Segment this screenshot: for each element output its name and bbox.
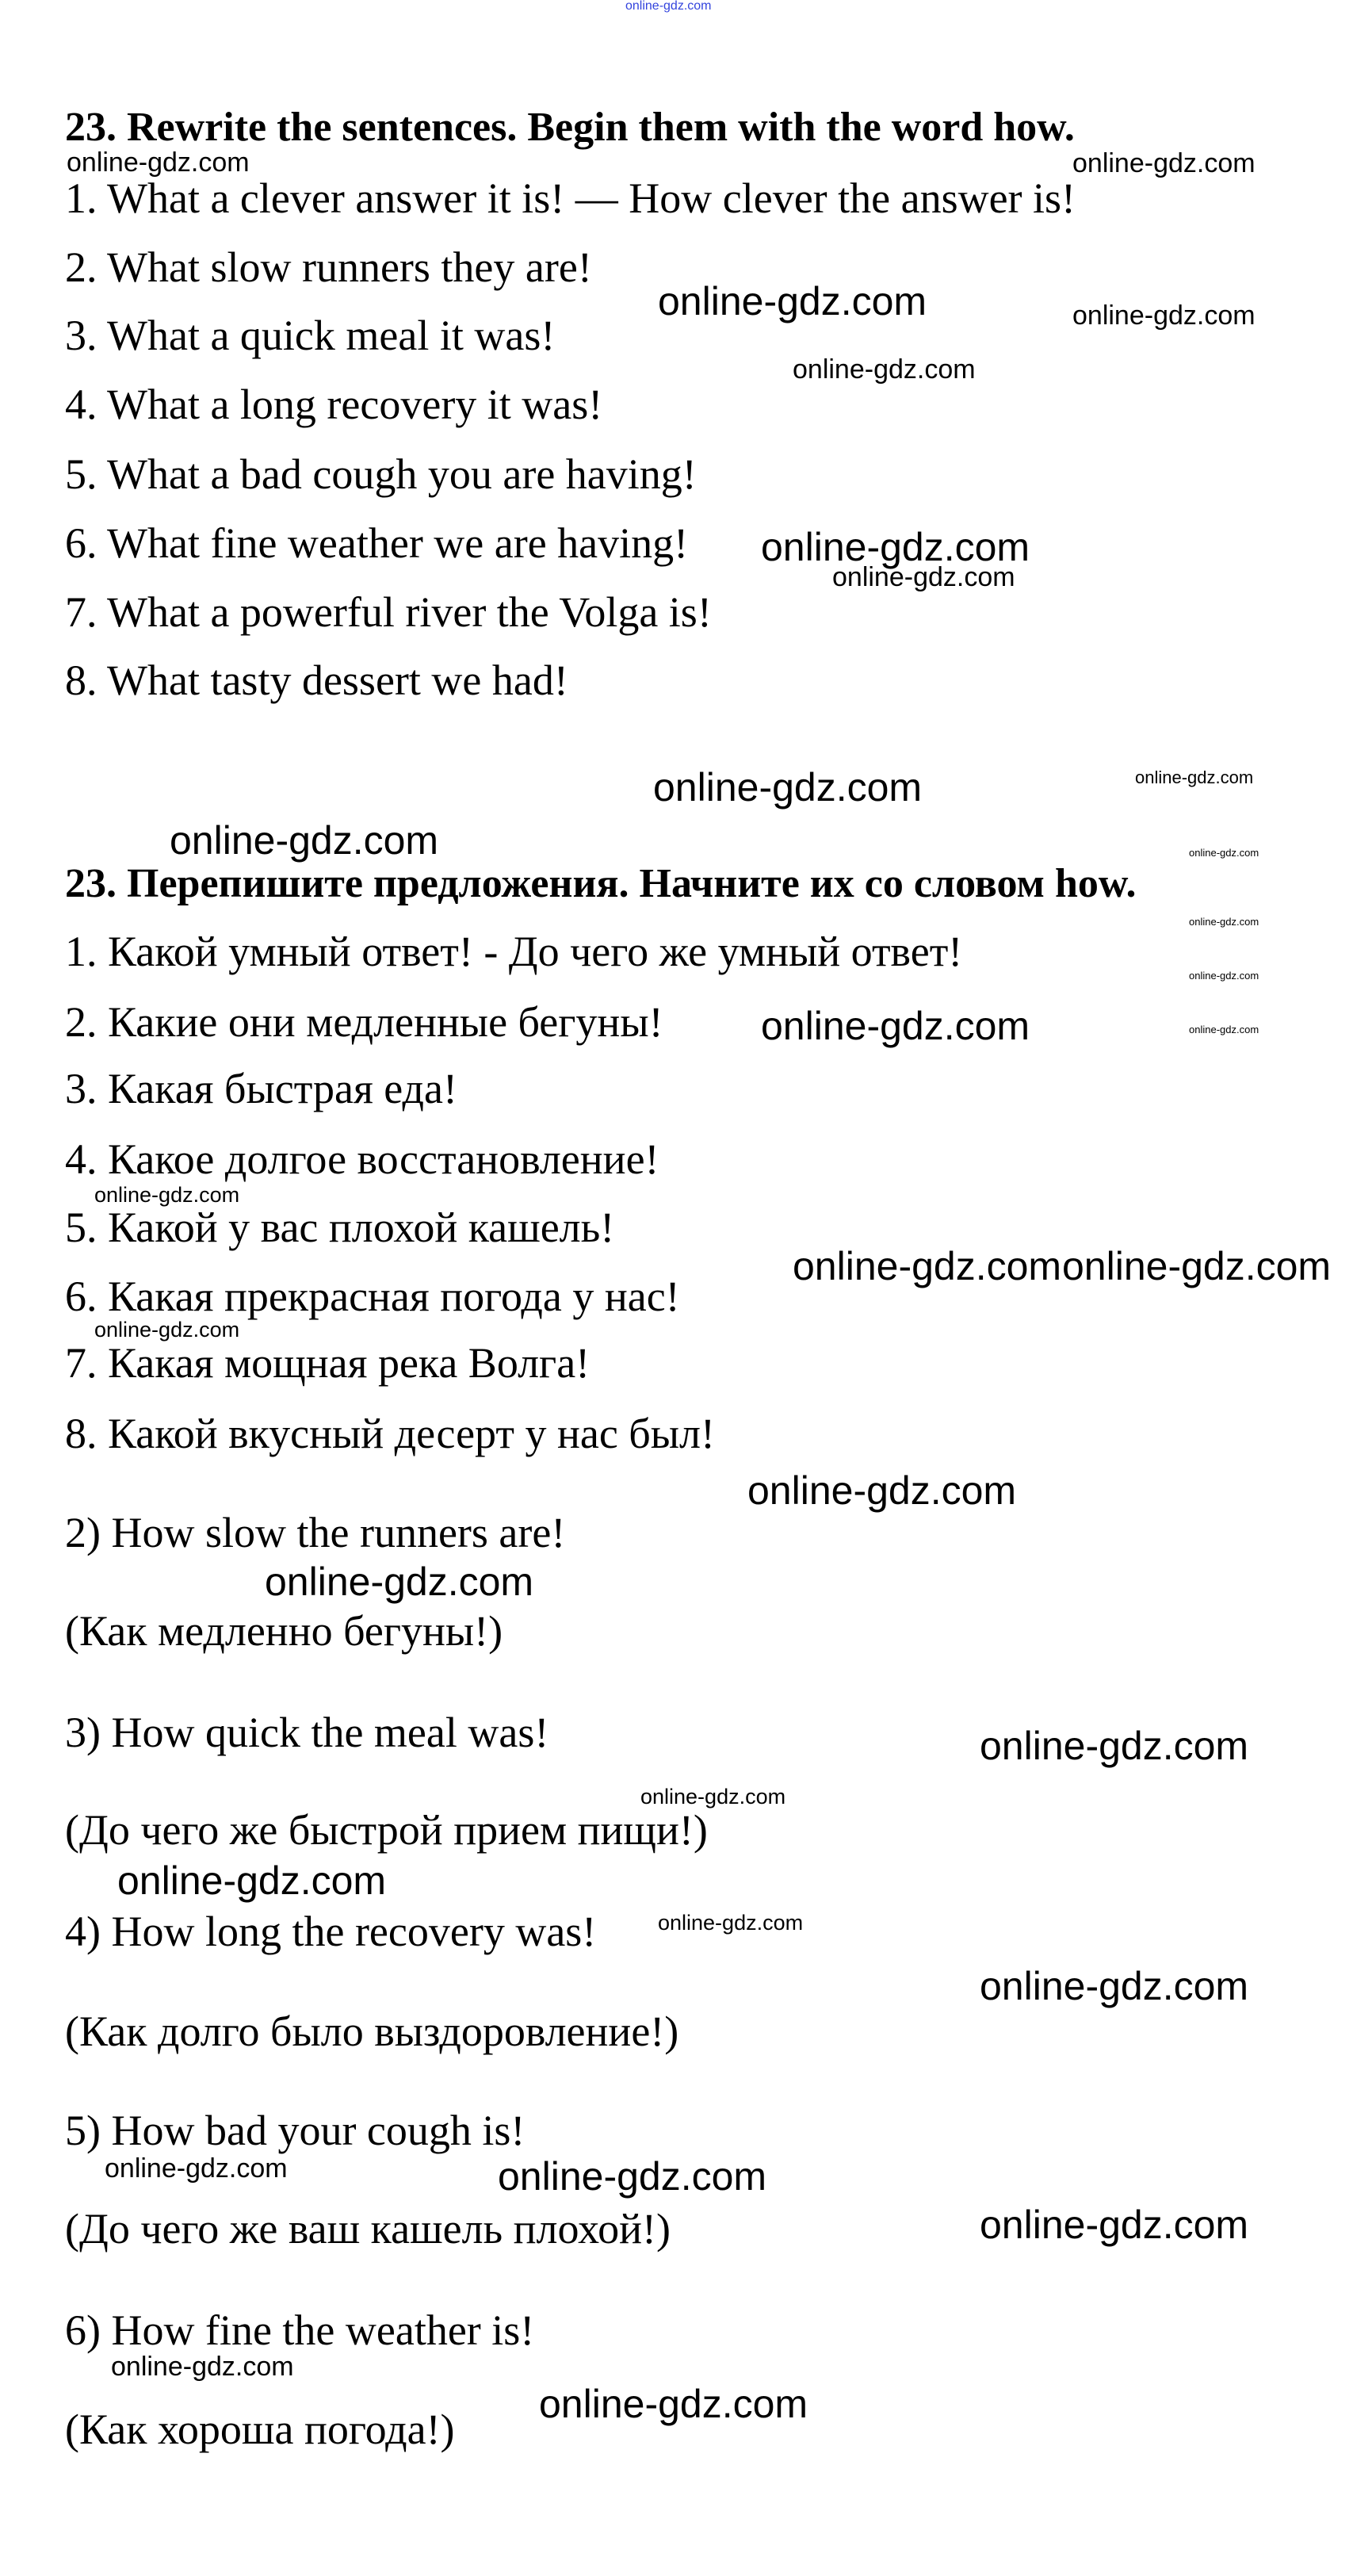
- answer-line: 4) How long the recovery was!: [65, 1908, 597, 1955]
- sentence-english: 6. What fine weather we are having!: [65, 519, 689, 567]
- sentence-english: 2. What slow runners they are!: [65, 243, 592, 291]
- sentence-russian: 8. Какой вкусный десерт у нас был!: [65, 1410, 715, 1457]
- watermark: online-gdz.com: [1072, 300, 1256, 331]
- watermark: online-gdz.com: [117, 1858, 387, 1903]
- sentence-english: 1. What a clever answer it is! — How clever the answer is!: [65, 174, 1076, 222]
- watermark: online-gdz.com: [111, 2352, 294, 2382]
- answer-line: 5) How bad your cough is!: [65, 2107, 526, 2154]
- top-watermark: online-gdz.com: [625, 0, 712, 13]
- watermark: online-gdz.com: [498, 2154, 767, 2199]
- watermark: online-gdz.com: [94, 1183, 240, 1207]
- watermark: online-gdz.com: [980, 1964, 1249, 2008]
- watermark: online-gdz.com: [539, 2382, 808, 2426]
- sentence-russian: 3. Какая быстрая еда!: [65, 1065, 457, 1112]
- watermark: online-gdz.com: [94, 1318, 240, 1342]
- sentence-russian: 7. Какая мощная река Волга!: [65, 1339, 591, 1387]
- sentence-english: 4. What a long recovery it was!: [65, 381, 603, 428]
- watermark: online-gdz.com: [67, 147, 250, 178]
- exercise-heading-english: 23. Rewrite the sentences. Begin them with the word how.: [65, 105, 1075, 150]
- sentence-russian: 6. Какая прекрасная погода у нас!: [65, 1273, 680, 1320]
- watermark: online-gdz.com: [761, 1004, 1030, 1048]
- sentence-english: 8. What tasty dessert we had!: [65, 656, 568, 704]
- sentence-english: 3. What a quick meal it was!: [65, 312, 556, 359]
- watermark: online-gdz.com: [170, 818, 439, 863]
- sentence-russian: 1. Какой умный ответ! - До чего же умный ответ!: [65, 928, 963, 975]
- watermark: online-gdz.com: [1072, 148, 1256, 178]
- sentence-russian: 4. Какое долгое восстановление!: [65, 1135, 659, 1183]
- watermark: online-gdz.com: [265, 1560, 534, 1604]
- watermark: online-gdz.com: [747, 1468, 1017, 1513]
- watermark: online-gdz.com: [793, 1244, 1062, 1288]
- answer-line: 3) How quick the meal was!: [65, 1709, 549, 1756]
- watermark: online-gdz.com: [980, 2203, 1249, 2247]
- watermark: online-gdz.com: [1135, 767, 1254, 787]
- watermark: online-gdz.com: [105, 2153, 288, 2184]
- watermark: online-gdz.com: [793, 354, 976, 385]
- exercise-heading-russian: 23. Перепишите предложения. Начните их со словом how.: [65, 861, 1137, 906]
- answer-line: (Как хороша погода!): [65, 2406, 455, 2453]
- answer-line: (Как медленно бегуны!): [65, 1607, 503, 1655]
- watermark: online-gdz.com: [640, 1785, 786, 1809]
- sentence-english: 7. What a powerful river the Volga is!: [65, 588, 712, 636]
- watermark: online-gdz.com: [761, 525, 1030, 569]
- answer-line: (Как долго было выздоровление!): [65, 2008, 679, 2055]
- sentence-english: 5. What a bad cough you are having!: [65, 450, 697, 498]
- answer-line: (До чего же быстрой прием пищи!): [65, 1806, 708, 1854]
- watermark: online-gdz.com: [1189, 1024, 1259, 1035]
- answer-line: (До чего же ваш кашель плохой!): [65, 2205, 671, 2253]
- watermark: online-gdz.com: [832, 562, 1015, 592]
- sentence-russian: 2. Какие они медленные бегуны!: [65, 998, 663, 1046]
- watermark: online-gdz.com: [1189, 847, 1259, 859]
- watermark: online-gdz.com: [980, 1724, 1249, 1768]
- watermark: online-gdz.com: [1062, 1244, 1332, 1288]
- watermark: online-gdz.com: [653, 765, 923, 810]
- watermark: online-gdz.com: [658, 279, 927, 323]
- watermark: online-gdz.com: [1189, 916, 1259, 928]
- watermark: online-gdz.com: [658, 1911, 804, 1935]
- watermark: online-gdz.com: [1189, 970, 1259, 982]
- answer-line: 6) How fine the weather is!: [65, 2306, 535, 2354]
- sentence-russian: 5. Какой у вас плохой кашель!: [65, 1204, 615, 1251]
- answer-line: 2) How slow the runners are!: [65, 1509, 566, 1556]
